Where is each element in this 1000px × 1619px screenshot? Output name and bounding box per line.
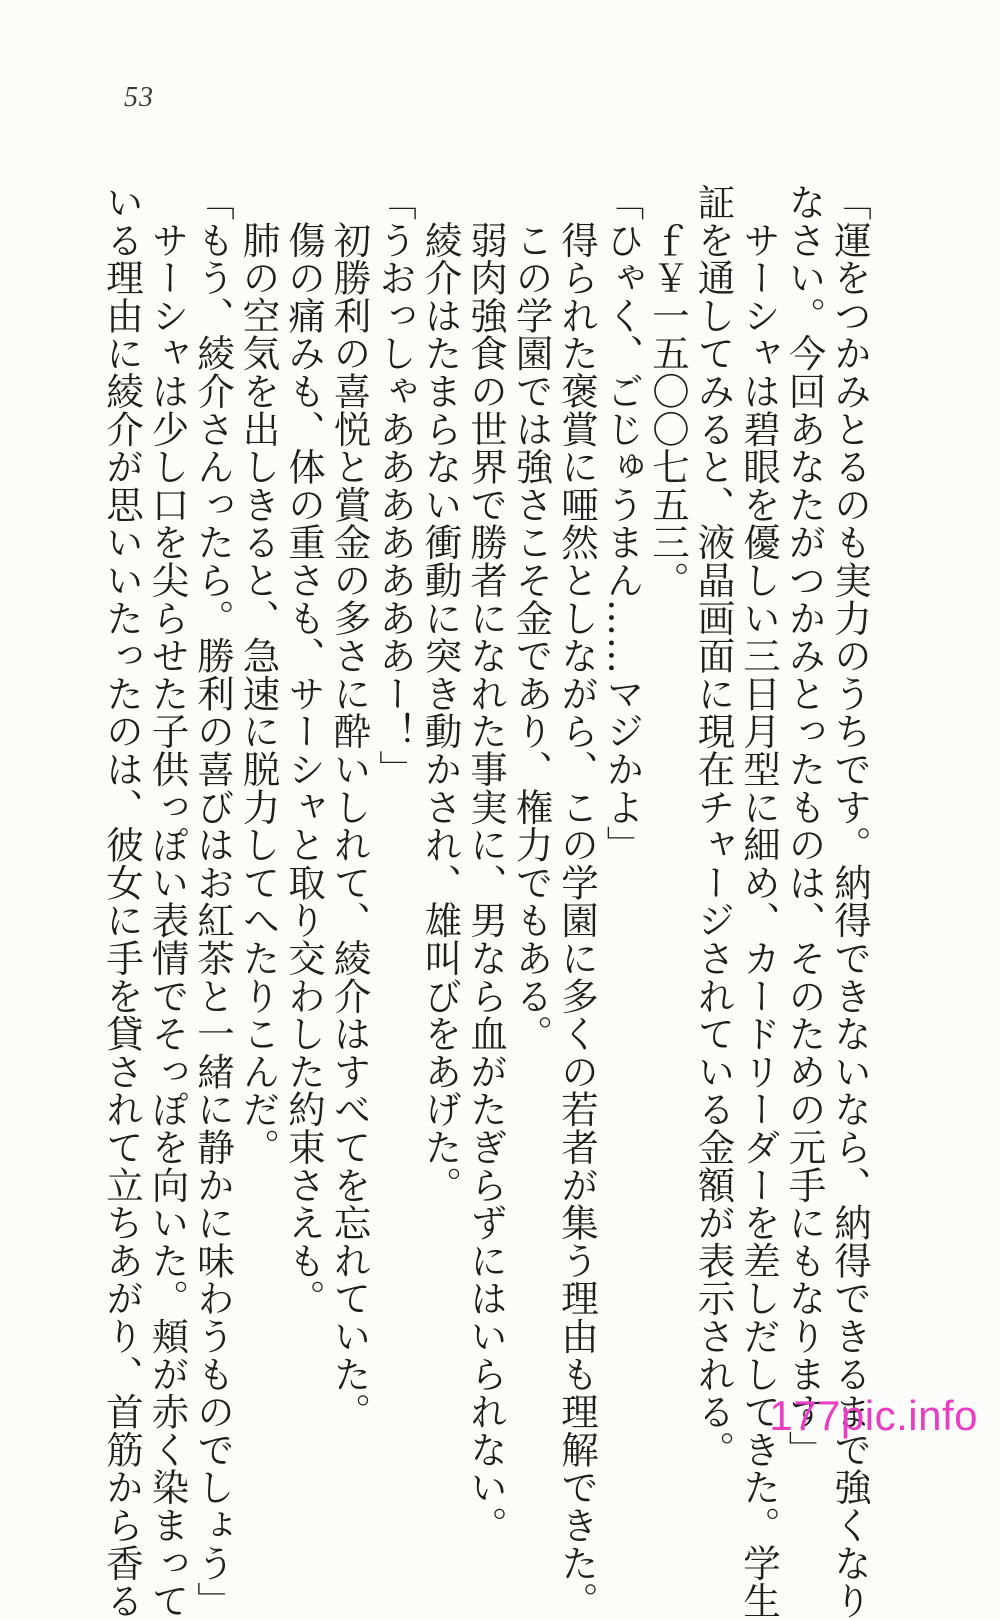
text-line: 初勝利の喜悦と賞金の多さに酔いしれて、綾介はすべてを忘れていた。 bbox=[327, 183, 372, 1431]
page-number: 53 bbox=[124, 82, 154, 113]
text-line: 「ひゃく、ごじゅうまん……マジかよ」 bbox=[600, 183, 645, 864]
text-line: 肺の空気を出しきると、急速に脱力してへたりこんだ。 bbox=[236, 183, 281, 1166]
text-line: なさい。今回あなたがつかみとったものは、そのための元手にもなります」 bbox=[782, 183, 827, 1469]
text-line: サーシャは碧眼を優しい三日月型に細め、カードリーダーを差しだしてきた。学生 bbox=[737, 183, 781, 1619]
text-line: 「運をつかみとるのも実力のうちです。納得できないなら、納得できるまで強くなり bbox=[828, 183, 872, 1619]
text-line: この学園では強さこそ金であり、権力でもある。 bbox=[509, 183, 554, 1053]
text-line: 「うおっしゃあああああああー！」 bbox=[373, 183, 417, 788]
text-line: 証を通してみると、液晶画面に現在チャージされている金額が表示される。 bbox=[691, 183, 736, 1469]
text-line: 傷の痛みも、体の重さも、サーシャと取り交わした約束さえも。 bbox=[282, 183, 326, 1317]
text-line: 綾介はたまらない衝動に突き動かされ、雄叫びをあげた。 bbox=[418, 183, 463, 1204]
text-line: ｆ￥一五〇〇七五三。 bbox=[646, 183, 690, 599]
text-line: 得られた褒賞に唖然としながら、この学園に多くの若者が集う理由も理解できた。 bbox=[555, 183, 599, 1619]
text-line: サーシャは少し口を尖らせた子供っぽい表情でそっぽを向いた。頬が赤く染まって bbox=[145, 183, 190, 1619]
text-line: 弱肉強食の世界で勝者になれた事実に、男なら血がたぎらずにはいられない。 bbox=[464, 183, 508, 1544]
text-line: いる理由に綾介が思いいたったのは、彼女に手を貸されて立ちあがり、首筋から香る bbox=[100, 183, 144, 1619]
watermark-text: 177pic.info bbox=[769, 1392, 978, 1439]
vertical-text-block bbox=[100, 183, 872, 1619]
text-line: 「もう、綾介さんったら。勝利の喜びはお紅茶と一緒に静かに味わうものでしょう」 bbox=[191, 183, 235, 1619]
